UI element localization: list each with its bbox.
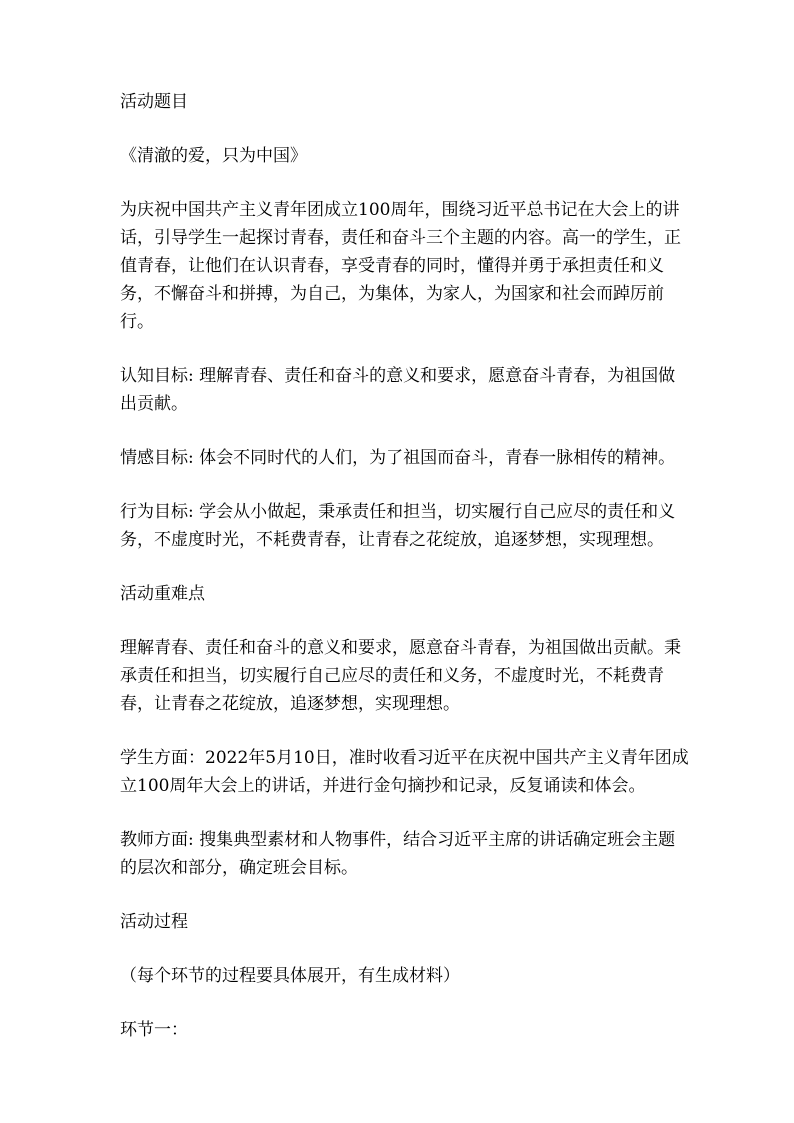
students-paragraph: 学生方面：2022年5月10日，准时收看习近平在庆祝中国共产主义青年团成立100周年大会上的讲话，并进行金句摘抄和记录，反复诵读和体会。 bbox=[120, 748, 689, 796]
heading-process: 活动过程 bbox=[120, 912, 188, 932]
goal-behavior: 行为目标: 学会从小做起，秉承责任和担当，切实履行自己应尽的责任和义务，不虚度时光，不耗费青春，让青春之花绽放，追逐梦想，实现理想。 bbox=[120, 502, 676, 550]
heading-keypoints: 活动重难点 bbox=[120, 584, 205, 604]
document-page bbox=[120, 88, 690, 1044]
process-note: （每个环节的过程要具体展开，有生成材料） bbox=[120, 966, 460, 986]
heading-activity-title: 活动题目 bbox=[120, 92, 188, 112]
goal-emotion: 情感目标: 体会不同时代的人们，为了祖国而奋斗，青春一脉相传的精神。 bbox=[120, 448, 676, 468]
activity-title: 《清澈的爱，只为中国》 bbox=[120, 146, 307, 166]
teachers-paragraph: 教师方面: 搜集典型素材和人物事件，结合习近平主席的讲话确定班会主题的层次和部分，确定班会目标。 bbox=[120, 830, 676, 878]
step-one-label: 环节一： bbox=[120, 1020, 188, 1040]
keypoints-paragraph: 理解青春、责任和奋斗的意义和要求，愿意奋斗青春，为祖国做出贡献。秉承责任和担当，切实履行自己应尽的责任和义务，不虚度时光，不耗费青春，让青春之花绽放，追逐梦想，实现理想。 bbox=[120, 638, 681, 714]
goal-cognitive: 认知目标: 理解青春、责任和奋斗的意义和要求，愿意奋斗青春，为祖国做出贡献。 bbox=[120, 366, 676, 414]
intro-paragraph: 为庆祝中国共产主义青年团成立100周年，围绕习近平总书记在大会上的讲话，引导学生一起探讨青春，责任和奋斗三个主题的内容。高一的学生，正值青春，让他们在认识青春，享受青春的同时，懂得并勇于承担责任和义务，不懈奋斗和拼搏，为自己，为集体，为家人，为国家和社会而踔厉前行。 bbox=[120, 200, 681, 332]
